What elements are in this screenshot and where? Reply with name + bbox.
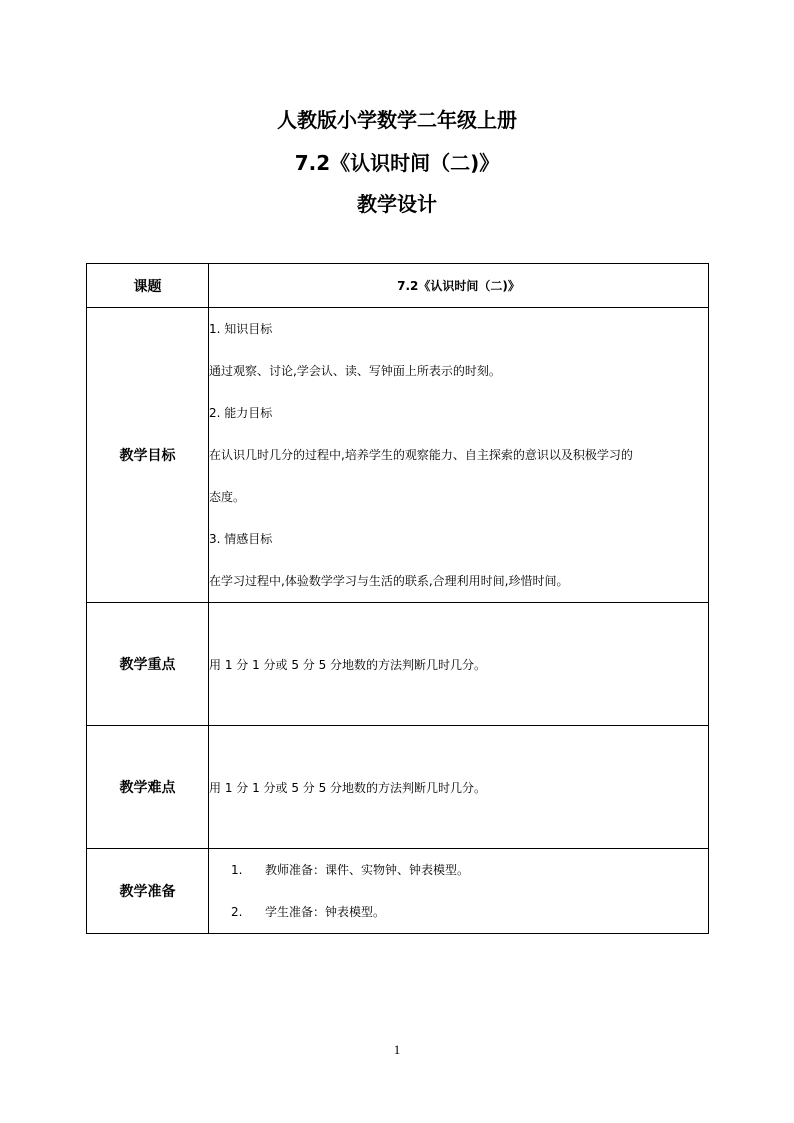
course-title-value: 7.2《认识时间（二)》: [209, 264, 709, 308]
label-key-point: 教学重点: [87, 603, 209, 726]
label-preparation: 教学准备: [87, 849, 209, 934]
goal-line: 态度。: [209, 490, 246, 504]
row-course-title: [87, 264, 709, 308]
label-goals: 教学目标: [87, 308, 209, 603]
goal-line: 3. 情感目标: [209, 532, 273, 546]
list-text: 教师准备：课件、实物钟、钟表模型。: [265, 863, 470, 877]
label-course: 课题: [87, 264, 209, 308]
list-number: 2.: [231, 905, 243, 919]
list-text: 学生准备：钟表模型。: [265, 905, 386, 919]
title-doc-type: 教学设计: [357, 192, 437, 216]
page-number: 1: [393, 1042, 401, 1057]
list-item: [209, 849, 708, 891]
row-goals: [87, 308, 709, 603]
goal-line: 1. 知识目标: [209, 322, 273, 336]
list-item: [209, 891, 708, 933]
preparation-content: [209, 849, 709, 934]
goal-line: 在认识几时几分的过程中,培养学生的观察能力、自主探索的意识以及积极学习的: [209, 448, 633, 462]
label-difficulty: 教学难点: [87, 726, 209, 849]
difficulty-value: 用 1 分 1 分或 5 分 5 分地数的方法判断几时几分。: [209, 726, 709, 849]
title-lesson: 7.2《认识时间（二)》: [294, 151, 500, 175]
key-point-value: 用 1 分 1 分或 5 分 5 分地数的方法判断几时几分。: [209, 603, 709, 726]
title-textbook: 人教版小学数学二年级上册: [277, 108, 517, 132]
lesson-plan-table: [86, 263, 709, 934]
goal-line: 在学习过程中,体验数学学习与生活的联系,合理利用时间,珍惜时间。: [209, 574, 569, 588]
goals-content: [209, 308, 709, 603]
row-preparation: [87, 849, 709, 934]
goal-line: 2. 能力目标: [209, 406, 273, 420]
list-number: 1.: [231, 863, 243, 877]
goal-line: 通过观察、讨论,学会认、读、写钟面上所表示的时刻。: [209, 364, 501, 378]
row-key-point: [87, 603, 709, 726]
row-difficulty: [87, 726, 709, 849]
